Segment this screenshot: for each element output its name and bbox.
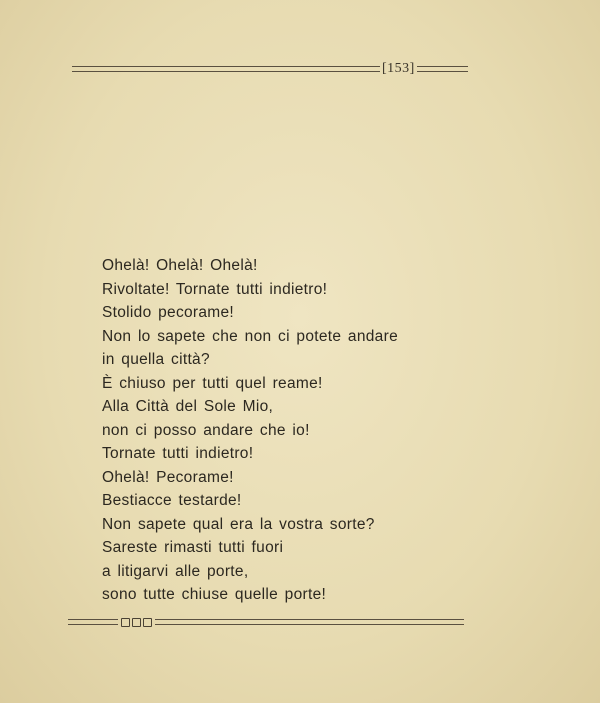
footer-ornament [68, 615, 464, 629]
header-rule-right-line [417, 66, 468, 72]
verse-line: Bestiacce testarde! [102, 492, 242, 509]
verse-line: sono tutte chiuse quelle porte! [102, 586, 327, 603]
verse-line: Non lo sapete che non ci potete andare [102, 327, 398, 345]
poem-verse [102, 254, 398, 607]
verse-line: Ohelà! Ohelà! Ohelà! [102, 257, 258, 274]
footer-rule-right-line [155, 619, 464, 625]
verse-line: Non sapete qual era la vostra sorte? [102, 515, 375, 533]
page-number: [153] [382, 61, 415, 76]
verse-line: Ohelà! Pecorame! [102, 468, 234, 486]
verse-line: È chiuso per tutti quel reame! [102, 374, 323, 392]
verse-line: non ci posso andare che io! [102, 421, 310, 439]
verse-line: Stolido pecorame! [102, 304, 235, 321]
ornament-boxes [118, 618, 155, 627]
verse-line: in quella città? [102, 351, 210, 368]
ornament-square-icon [121, 618, 130, 627]
footer-rule-left-line [68, 619, 118, 625]
header-rule [72, 59, 468, 79]
ornament-square-icon [143, 618, 152, 627]
verse-line: Alla Città del Sole Mio, [102, 398, 274, 415]
ornament-square-icon [132, 618, 141, 627]
verse-line: Sareste rimasti tutti fuori [102, 539, 284, 556]
verse-line: a litigarvi alle porte, [102, 562, 249, 580]
header-rule-left-line [72, 66, 380, 72]
verse-line: Tornate tutti indietro! [102, 445, 254, 462]
verse-line: Rivoltate! Tornate tutti indietro! [102, 280, 328, 298]
